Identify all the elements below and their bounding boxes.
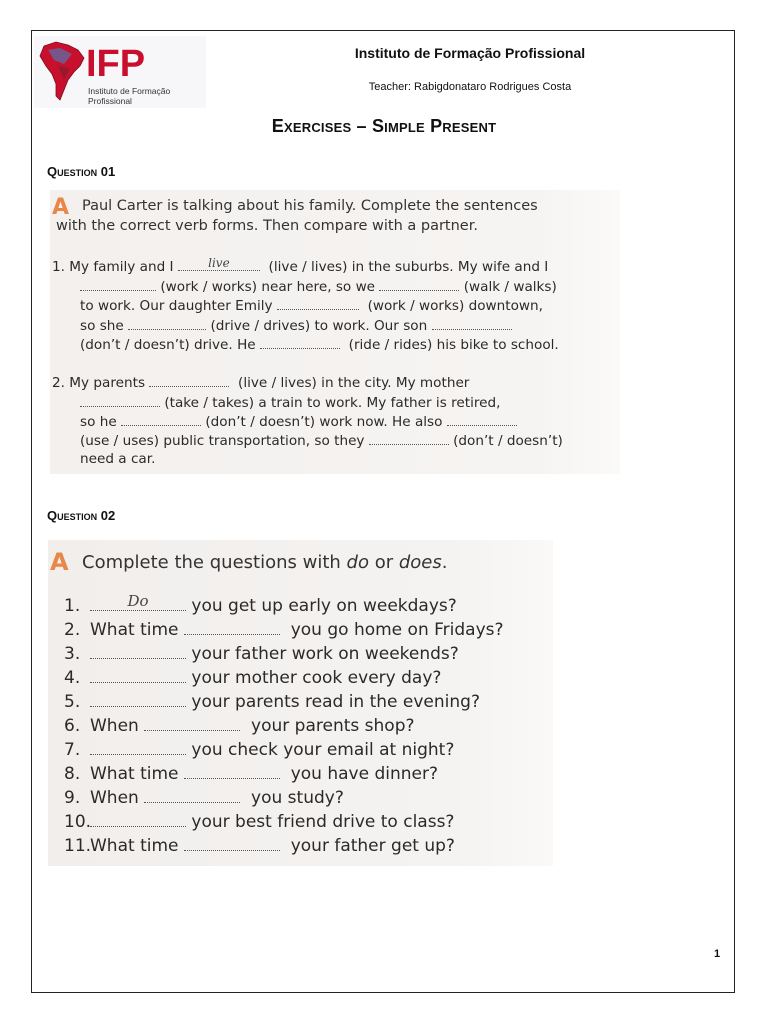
- answer-blank[interactable]: [80, 278, 156, 291]
- answer-blank[interactable]: [277, 297, 359, 310]
- logo-wordmark: IFP: [86, 43, 146, 85]
- answer-blank[interactable]: [447, 413, 517, 426]
- list-item: 8. What time you have dinner?: [64, 764, 438, 784]
- question-1-heading: Question 01: [47, 164, 116, 179]
- filled-answer: live: [208, 256, 230, 270]
- teacher-name: Teacher: Rabigdonataro Rodrigues Costa: [368, 81, 572, 93]
- answer-blank[interactable]: [184, 836, 280, 851]
- page-number: 1: [714, 948, 721, 960]
- exercise-line: 1. My family and I live (live / lives) in the suburbs. My wife and I: [52, 256, 549, 275]
- answer-blank[interactable]: [90, 812, 186, 827]
- exercise-letter: A: [50, 548, 69, 576]
- ifp-logo: [34, 36, 206, 108]
- filled-answer: Do: [127, 592, 149, 610]
- answer-blank[interactable]: [184, 764, 280, 779]
- instruction-line: Paul Carter is talking about his family. Complete the sentences: [82, 198, 538, 214]
- question-1-exercise-image: [50, 190, 620, 474]
- exercise-line: (work / works) near here, so we (walk / walks): [80, 278, 557, 295]
- exercise-line: so she (drive / drives) to work. Our son: [80, 317, 512, 334]
- instruction-line: with the correct verb forms. Then compare with a partner.: [56, 218, 478, 234]
- answer-blank[interactable]: [184, 620, 280, 635]
- answer-blank[interactable]: [80, 394, 160, 407]
- answer-blank[interactable]: [128, 317, 206, 330]
- question-2-heading: Question 02: [47, 508, 116, 523]
- list-item: 6. When your parents shop?: [64, 716, 415, 736]
- list-item: 5. your parents read in the evening?: [64, 692, 480, 712]
- exercise-line: so he (don’t / doesn’t) work now. He also: [80, 413, 517, 430]
- answer-blank[interactable]: [144, 716, 240, 731]
- list-item: 7. you check your email at night?: [64, 740, 455, 760]
- exercise-line: 2. My parents (live / lives) in the city. My mother: [52, 375, 470, 391]
- list-item: 11.What time your father get up?: [64, 836, 455, 856]
- answer-blank[interactable]: [369, 432, 449, 445]
- list-item: 1. Do you get up early on weekdays?: [64, 592, 457, 616]
- exercise-line: need a car.: [80, 451, 156, 467]
- answer-blank[interactable]: [432, 317, 512, 330]
- exercise-line: (use / uses) public transportation, so they (don’t / doesn’t): [80, 433, 563, 449]
- exercise-line: (take / takes) a train to work. My father is retired,: [80, 394, 500, 411]
- answer-blank[interactable]: [121, 413, 201, 426]
- svg-text:Profissional: Profissional: [88, 96, 132, 106]
- list-item: 9. When you study?: [64, 788, 344, 808]
- page-title: Exercises – Simple Present: [271, 116, 497, 136]
- answer-blank[interactable]: [90, 592, 186, 611]
- list-item: 4. your mother cook every day?: [64, 668, 442, 688]
- question-2-exercise-image: [48, 540, 553, 866]
- answer-blank[interactable]: [90, 692, 186, 707]
- list-item: 10. your best friend drive to class?: [64, 812, 455, 832]
- answer-blank[interactable]: [178, 258, 260, 271]
- answer-blank[interactable]: [260, 336, 340, 349]
- answer-blank[interactable]: [90, 740, 186, 755]
- svg-text:Instituto de Formação: Instituto de Formação: [88, 86, 171, 96]
- answer-blank[interactable]: [90, 668, 186, 683]
- list-item: 2. What time you go home on Fridays?: [64, 620, 504, 640]
- answer-blank[interactable]: [90, 644, 186, 659]
- exercise-letter: A: [52, 195, 70, 220]
- answer-blank[interactable]: [149, 374, 229, 387]
- answer-blank[interactable]: [379, 278, 459, 291]
- exercise-line: to work. Our daughter Emily (work / works) downtown,: [80, 298, 543, 314]
- exercise-line: (don’t / doesn’t) drive. He (ride / rides) his bike to school.: [80, 337, 559, 353]
- institution-name: Instituto de Formação Profissional: [354, 45, 586, 61]
- answer-blank[interactable]: [144, 788, 240, 803]
- list-item: 3. your father work on weekends?: [64, 644, 459, 664]
- instruction-line: Complete the questions with do or does.: [82, 552, 448, 573]
